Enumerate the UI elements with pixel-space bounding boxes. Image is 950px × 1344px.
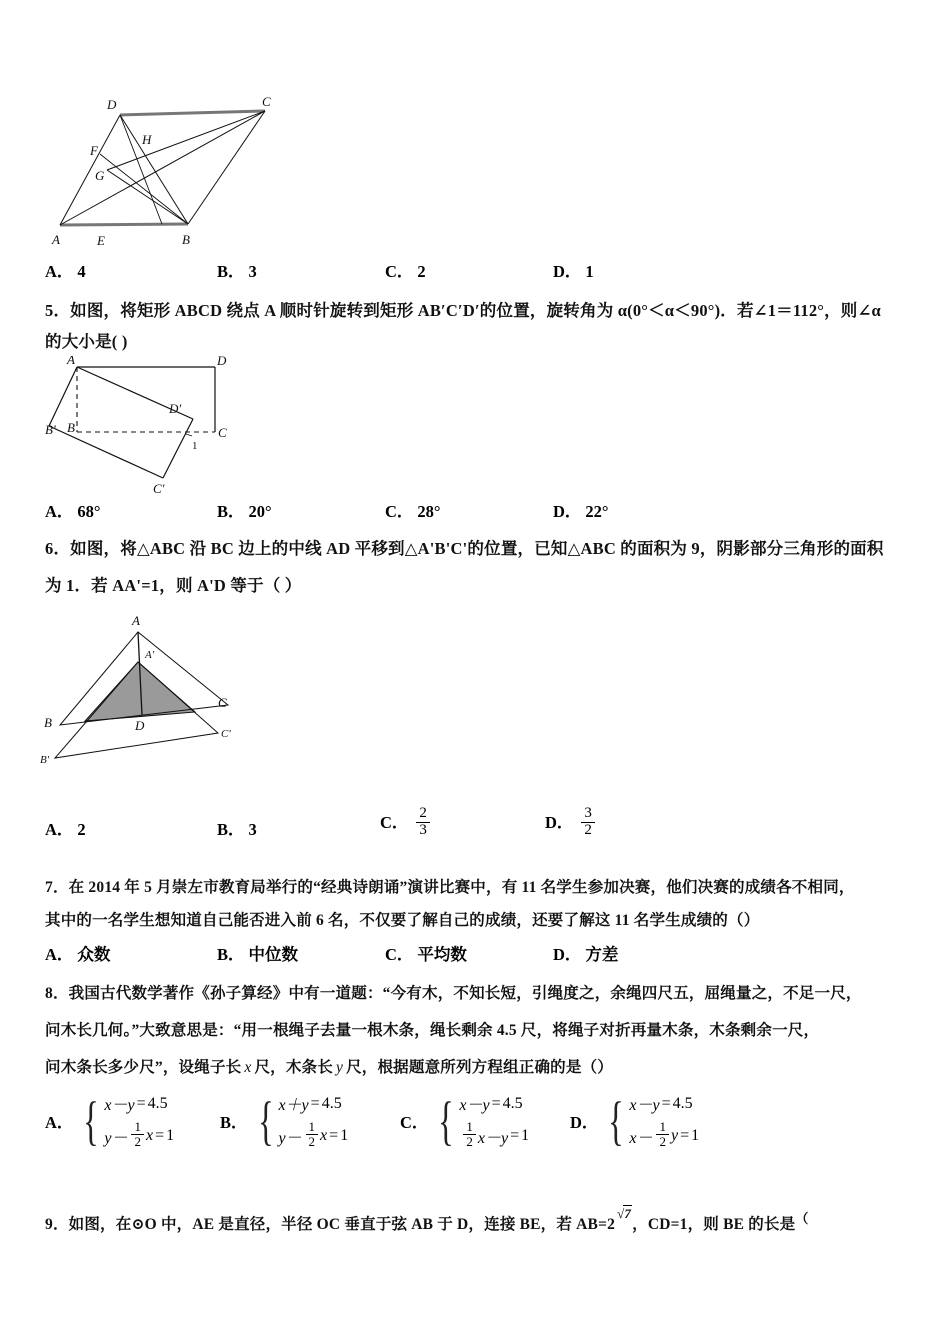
- q7-options-row: [45, 941, 915, 967]
- figure-label-E: E: [97, 233, 105, 248]
- q6-option-b-label: B．: [217, 820, 245, 839]
- figure-label-B: B: [67, 420, 75, 435]
- q8-option-a[interactable]: [45, 1092, 174, 1150]
- q8-line-3-post: 尺，根据题意所列方程组正确的是（）: [346, 1059, 613, 1076]
- q9-text-post: ，CD=1，则 BE 的长是: [632, 1216, 796, 1234]
- q4-options-row: [45, 258, 915, 284]
- q5-option-a-label: A．: [45, 502, 74, 521]
- figure-translated-triangle: [35, 605, 285, 770]
- q4-option-c-label: C．: [385, 262, 414, 281]
- q7-option-d-value: 方差: [585, 945, 619, 964]
- equation-rhs: 4.5: [672, 1094, 693, 1112]
- q7-option-b-value: 中位数: [248, 945, 299, 964]
- equation-1: x－y = 4.5: [629, 1092, 699, 1115]
- fraction-numerator: 3: [584, 805, 592, 821]
- equation-rhs: 1: [340, 1127, 349, 1145]
- q8-option-c-equations: [459, 1092, 529, 1150]
- figure-label-C: C: [262, 94, 271, 109]
- q8-option-b[interactable]: [220, 1092, 348, 1150]
- brace-icon: {: [438, 1091, 455, 1151]
- brace-icon: {: [608, 1091, 625, 1151]
- q7-option-b-label: B．: [217, 945, 245, 964]
- q6-option-c[interactable]: [380, 805, 430, 841]
- q7-option-c[interactable]: [385, 941, 467, 965]
- q8-option-b-label: B．: [220, 1113, 248, 1133]
- q4-option-b[interactable]: [217, 258, 257, 282]
- equation-lead: y－: [278, 1129, 302, 1147]
- fraction-denominator: 2: [581, 822, 595, 839]
- q8-option-a-label: A．: [45, 1113, 74, 1133]
- figure-label-Cprime: C': [221, 728, 231, 740]
- q6-option-a-label: A．: [45, 820, 74, 839]
- q5-option-c-label: C．: [385, 502, 414, 521]
- figure-label-B: B: [44, 715, 52, 730]
- q5-option-b[interactable]: [217, 498, 272, 522]
- q6-option-d-label: D．: [545, 813, 574, 833]
- equation-fraction: [656, 1120, 669, 1148]
- equation-variable: y: [670, 1127, 679, 1145]
- q8-line-3-mid: 尺，木条长: [254, 1059, 333, 1076]
- equation-2: y－ $\frac{1}{2}$ x = 1: [104, 1119, 175, 1149]
- q5-option-b-label: B．: [217, 502, 245, 521]
- q8-option-c-label: C．: [400, 1113, 429, 1133]
- fraction-numerator: 2: [419, 805, 427, 821]
- q7-line-1: 7．在 2014 年 5 月崇左市教育局举行的“经典诗朗诵”演讲比赛中，有 11 名学生参加决赛，他们决赛的成绩各不相同，: [45, 879, 855, 896]
- figure-label-D: D: [107, 97, 117, 112]
- equation-variable: x: [145, 1127, 154, 1145]
- q6-line-2: 为 1．若 AA'=1，则 A'D 等于（ ）: [45, 576, 302, 595]
- fraction-numerator: 1: [466, 1119, 473, 1134]
- q7-option-a[interactable]: [45, 941, 110, 965]
- radicand: 7: [624, 1206, 632, 1221]
- figure-label-C: C: [218, 425, 227, 440]
- q4-option-c[interactable]: [385, 258, 426, 282]
- q6-option-c-label: C．: [380, 813, 409, 833]
- fraction-numerator: 1: [308, 1119, 316, 1134]
- figure-label-D: D: [135, 718, 145, 733]
- equation-rhs: 4.5: [147, 1094, 168, 1112]
- equation-lead: y－: [104, 1129, 128, 1147]
- figure-label-Cprime: C′: [153, 481, 165, 496]
- q8-option-c[interactable]: [400, 1092, 529, 1150]
- figure-label-B: B: [182, 232, 190, 247]
- equation-lhs: x－y: [104, 1097, 135, 1114]
- q8-variable-x: x: [244, 1059, 252, 1076]
- equation-rhs: 1: [166, 1127, 175, 1145]
- q8-option-d-label: D．: [570, 1113, 599, 1133]
- q8-option-d-equations: [629, 1092, 699, 1150]
- figure-label-Aprime: A': [145, 649, 155, 661]
- q4-option-a-value: 4: [77, 262, 86, 281]
- q4-option-b-label: B．: [217, 262, 245, 281]
- q7-option-c-value: 平均数: [417, 945, 467, 964]
- figure-label-G: G: [95, 168, 105, 183]
- q6-option-b-value: 3: [248, 820, 257, 839]
- figure-label-Bprime: B′: [45, 422, 56, 437]
- figure-label-D: D: [217, 356, 227, 368]
- q4-option-d[interactable]: [553, 258, 594, 282]
- q8-line-3-pre: 问木条长多少尺”，设绳子长: [45, 1059, 242, 1076]
- q5-options-row: [45, 498, 915, 524]
- equation-rhs: 1: [691, 1127, 700, 1145]
- q7-option-a-value: 众数: [77, 945, 111, 964]
- equation-lhs: x＋y: [278, 1097, 309, 1114]
- q7-option-d[interactable]: [553, 941, 618, 965]
- q4-option-b-value: 3: [248, 262, 257, 281]
- equation-1: x－y = 4.5: [459, 1092, 529, 1115]
- q7-option-b[interactable]: [217, 941, 298, 965]
- equation-2: y－ $\frac{1}{2}$ x = 1: [278, 1119, 349, 1149]
- equation-2: x－ $\frac{1}{2}$ y = 1: [629, 1119, 700, 1149]
- q4-option-a[interactable]: [45, 258, 86, 282]
- q6-option-c-fraction: [416, 806, 430, 839]
- q9-text-pre: 9．如图，在⊙O 中，AE 是直径，半径 OC 垂直于弦 AB 于 D，连接 BE，若 AB=2: [45, 1216, 616, 1234]
- equation-lhs: x－y: [629, 1097, 660, 1114]
- equation-1: x＋y = 4.5: [278, 1092, 348, 1115]
- fraction-denominator: 3: [416, 822, 430, 839]
- q8-option-b-equations: [278, 1092, 348, 1150]
- q5-line-2: 的大小是( ): [45, 332, 128, 351]
- equation-fraction: [463, 1120, 476, 1148]
- q7-option-a-label: A．: [45, 945, 74, 964]
- q4-option-c-value: 2: [417, 262, 426, 281]
- q5-option-c-value: 28°: [417, 502, 441, 521]
- figure-parallelogram-abcd: [45, 82, 315, 252]
- q9-text-tail: （: [795, 1211, 809, 1226]
- figure-label-Dprime: D′: [169, 401, 182, 416]
- q4-option-d-value: 1: [585, 262, 594, 281]
- fraction-denominator: 2: [306, 1134, 319, 1149]
- fraction-numerator: 1: [659, 1119, 666, 1134]
- fraction-numerator: 1: [134, 1119, 141, 1134]
- fraction-denominator: 2: [463, 1134, 476, 1149]
- q5-option-d-label: D．: [553, 502, 582, 521]
- q5-option-d[interactable]: [553, 498, 609, 522]
- figure-label-F: F: [90, 143, 98, 158]
- q6-option-b[interactable]: [217, 816, 257, 840]
- q8-line-2: 问木长几何。”大致意思是：“用一根绳子去量一根木条，绳长剩余 4.5 尺，将绳子对折再量木条，木条剩余一尺，: [45, 1022, 820, 1039]
- equation-lead: x－: [629, 1129, 653, 1147]
- q7-option-d-label: D．: [553, 945, 582, 964]
- brace-icon: {: [83, 1091, 100, 1151]
- fraction-denominator: 2: [131, 1134, 144, 1149]
- q8-line-1: 8．我国古代数学著作《孙子算经》中有一道题：“今有木，不知长短，引绳度之，余绳四尺五，屈绳量之，不足一尺，: [45, 985, 862, 1002]
- q5-option-c[interactable]: [385, 498, 441, 522]
- q5-option-d-value: 22°: [585, 502, 609, 521]
- figure-label-Bprime: B': [40, 754, 50, 766]
- q8-variable-y: y: [335, 1059, 344, 1076]
- equation-variable: x: [320, 1127, 328, 1145]
- q6-options-row: [45, 805, 915, 856]
- equation-rhs: 1: [521, 1127, 530, 1145]
- equation-variable: x－y: [477, 1129, 509, 1147]
- q4-option-a-label: A．: [45, 262, 74, 281]
- q6-option-a-value: 2: [77, 820, 86, 839]
- equation-1: x－y = 4.5: [104, 1092, 174, 1115]
- q9-line-1: [45, 1208, 809, 1234]
- q5-option-a-value: 68°: [77, 502, 101, 521]
- q8-line-3: [45, 1055, 613, 1077]
- q5-option-a[interactable]: [45, 498, 101, 522]
- figure-label-A: A: [52, 232, 60, 247]
- q6-option-d[interactable]: [545, 805, 595, 841]
- equation-lhs: x－y: [459, 1097, 490, 1114]
- q5-option-b-value: 20°: [248, 502, 272, 521]
- figure-label-angle-1: 1: [192, 440, 198, 452]
- q6-line-1: 6．如图，将△ABC 沿 BC 边上的中线 AD 平移到△A'B'C'的位置，已知△ABC 的面积为 9，阴影部分三角形的面积: [45, 539, 884, 558]
- q7-line-2: 其中的一名学生想知道自己能否进入前 6 名，不仅要了解自己的成绩，还要了解这 11 名学生成绩的（）: [45, 912, 760, 929]
- q6-option-d-fraction: [581, 806, 595, 839]
- figure-label-C: C: [218, 695, 227, 710]
- square-root-icon: √7: [617, 1206, 632, 1221]
- q7-option-c-label: C．: [385, 945, 414, 964]
- q4-option-d-label: D．: [553, 262, 582, 281]
- q8-option-d[interactable]: [570, 1092, 699, 1150]
- equation-fraction: [131, 1120, 144, 1148]
- fraction-denominator: 2: [656, 1134, 669, 1149]
- q6-option-a[interactable]: [45, 816, 86, 840]
- figure-label-A: A: [67, 356, 75, 367]
- figure-label-H: H: [142, 132, 152, 147]
- q5-line-1: 5．如图，将矩形 ABCD 绕点 A 顺时针旋转到矩形 AB′C′D′的位置，旋转角为 α(0°＜α＜90°)．若∠1＝112°，则∠α: [45, 301, 881, 320]
- equation-rhs: 4.5: [321, 1094, 342, 1112]
- brace-icon: {: [257, 1091, 274, 1151]
- equation-fraction: [306, 1120, 319, 1148]
- equation-rhs: 4.5: [502, 1094, 523, 1112]
- q8-option-a-equations: [104, 1092, 174, 1150]
- figure-label-A: A: [132, 613, 140, 628]
- equation-2: $\frac{1}{2}$ x－y = 1: [459, 1122, 529, 1150]
- figure-rotated-rectangle: [45, 356, 295, 496]
